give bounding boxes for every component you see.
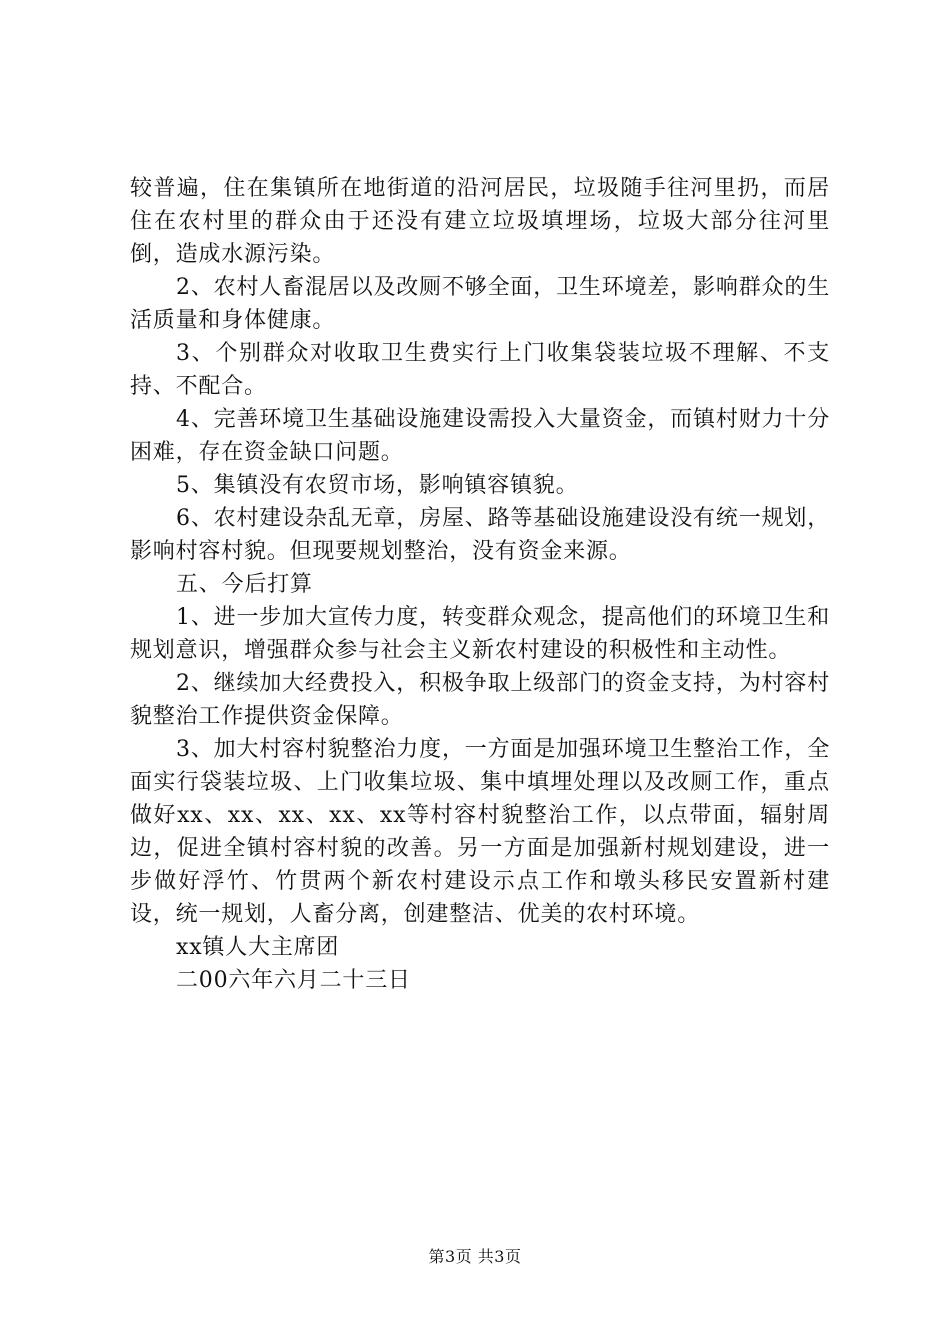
page-number-label: 第3页 共3页 — [428, 1247, 522, 1266]
section-heading-five: 五、今后打算 — [176, 572, 313, 597]
paragraph-item-2: 2、农村人畜混居以及改厕不够全面，卫生环境差，影响群众的生活质量和身体健康。 — [130, 275, 830, 333]
signature-date: 二00六年六月二十三日 — [176, 968, 411, 993]
plan-item-2: 2、继续加大经费投入，积极争取上级部门的资金支持，为村容村貌整治工作提供资金保障。 — [130, 671, 830, 729]
paragraph-continuation: 较普遍，住在集镇所在地街道的沿河居民，垃圾随手往河里扔，而居住在农村里的群众由于还没有建立垃圾填埋场，垃圾大部分往河里倒，造成水源污染。 — [130, 176, 830, 267]
paragraph-item-3: 3、个别群众对收取卫生费实行上门收集袋装垃圾不理解、不支持、不配合。 — [130, 341, 830, 399]
paragraph-item-6: 6、农村建设杂乱无章，房屋、路等基础设施建设没有统一规划，影响村容村貌。但现要规划整治，没有资金来源。 — [130, 506, 830, 564]
plan-item-1: 1、进一步加大宣传力度，转变群众观念，提高他们的环境卫生和规划意识，增强群众参与社会主义新农村建设的积极性和主动性。 — [130, 605, 830, 663]
paragraph-item-4: 4、完善环境卫生基础设施建设需投入大量资金，而镇村财力十分困难，存在资金缺口问题。 — [130, 407, 830, 465]
plan-item-3: 3、加大村容村貌整治力度，一方面是加强环境卫生整治工作，全面实行袋装垃圾、上门收集垃圾、集中填埋处理以及改厕工作，重点做好xx、xx、xx、xx、xx等村容村貌整治工作，以点带面，辐射周边，促进全镇村容村貌的改善。另一方面是加强新村规划建设，进一步做好浮竹、竹贯两个新农村建设示点工作和墩头移民安置新村建设，统一规划，人畜分离，创建整洁、优美的农村环境。 — [130, 737, 830, 927]
paragraph-item-5: 5、集镇没有农贸市场，影响镇容镇貌。 — [176, 473, 579, 498]
signature-organization: xx镇人大主席团 — [176, 935, 340, 960]
page-footer — [0, 1244, 950, 1267]
document-body — [130, 172, 830, 997]
